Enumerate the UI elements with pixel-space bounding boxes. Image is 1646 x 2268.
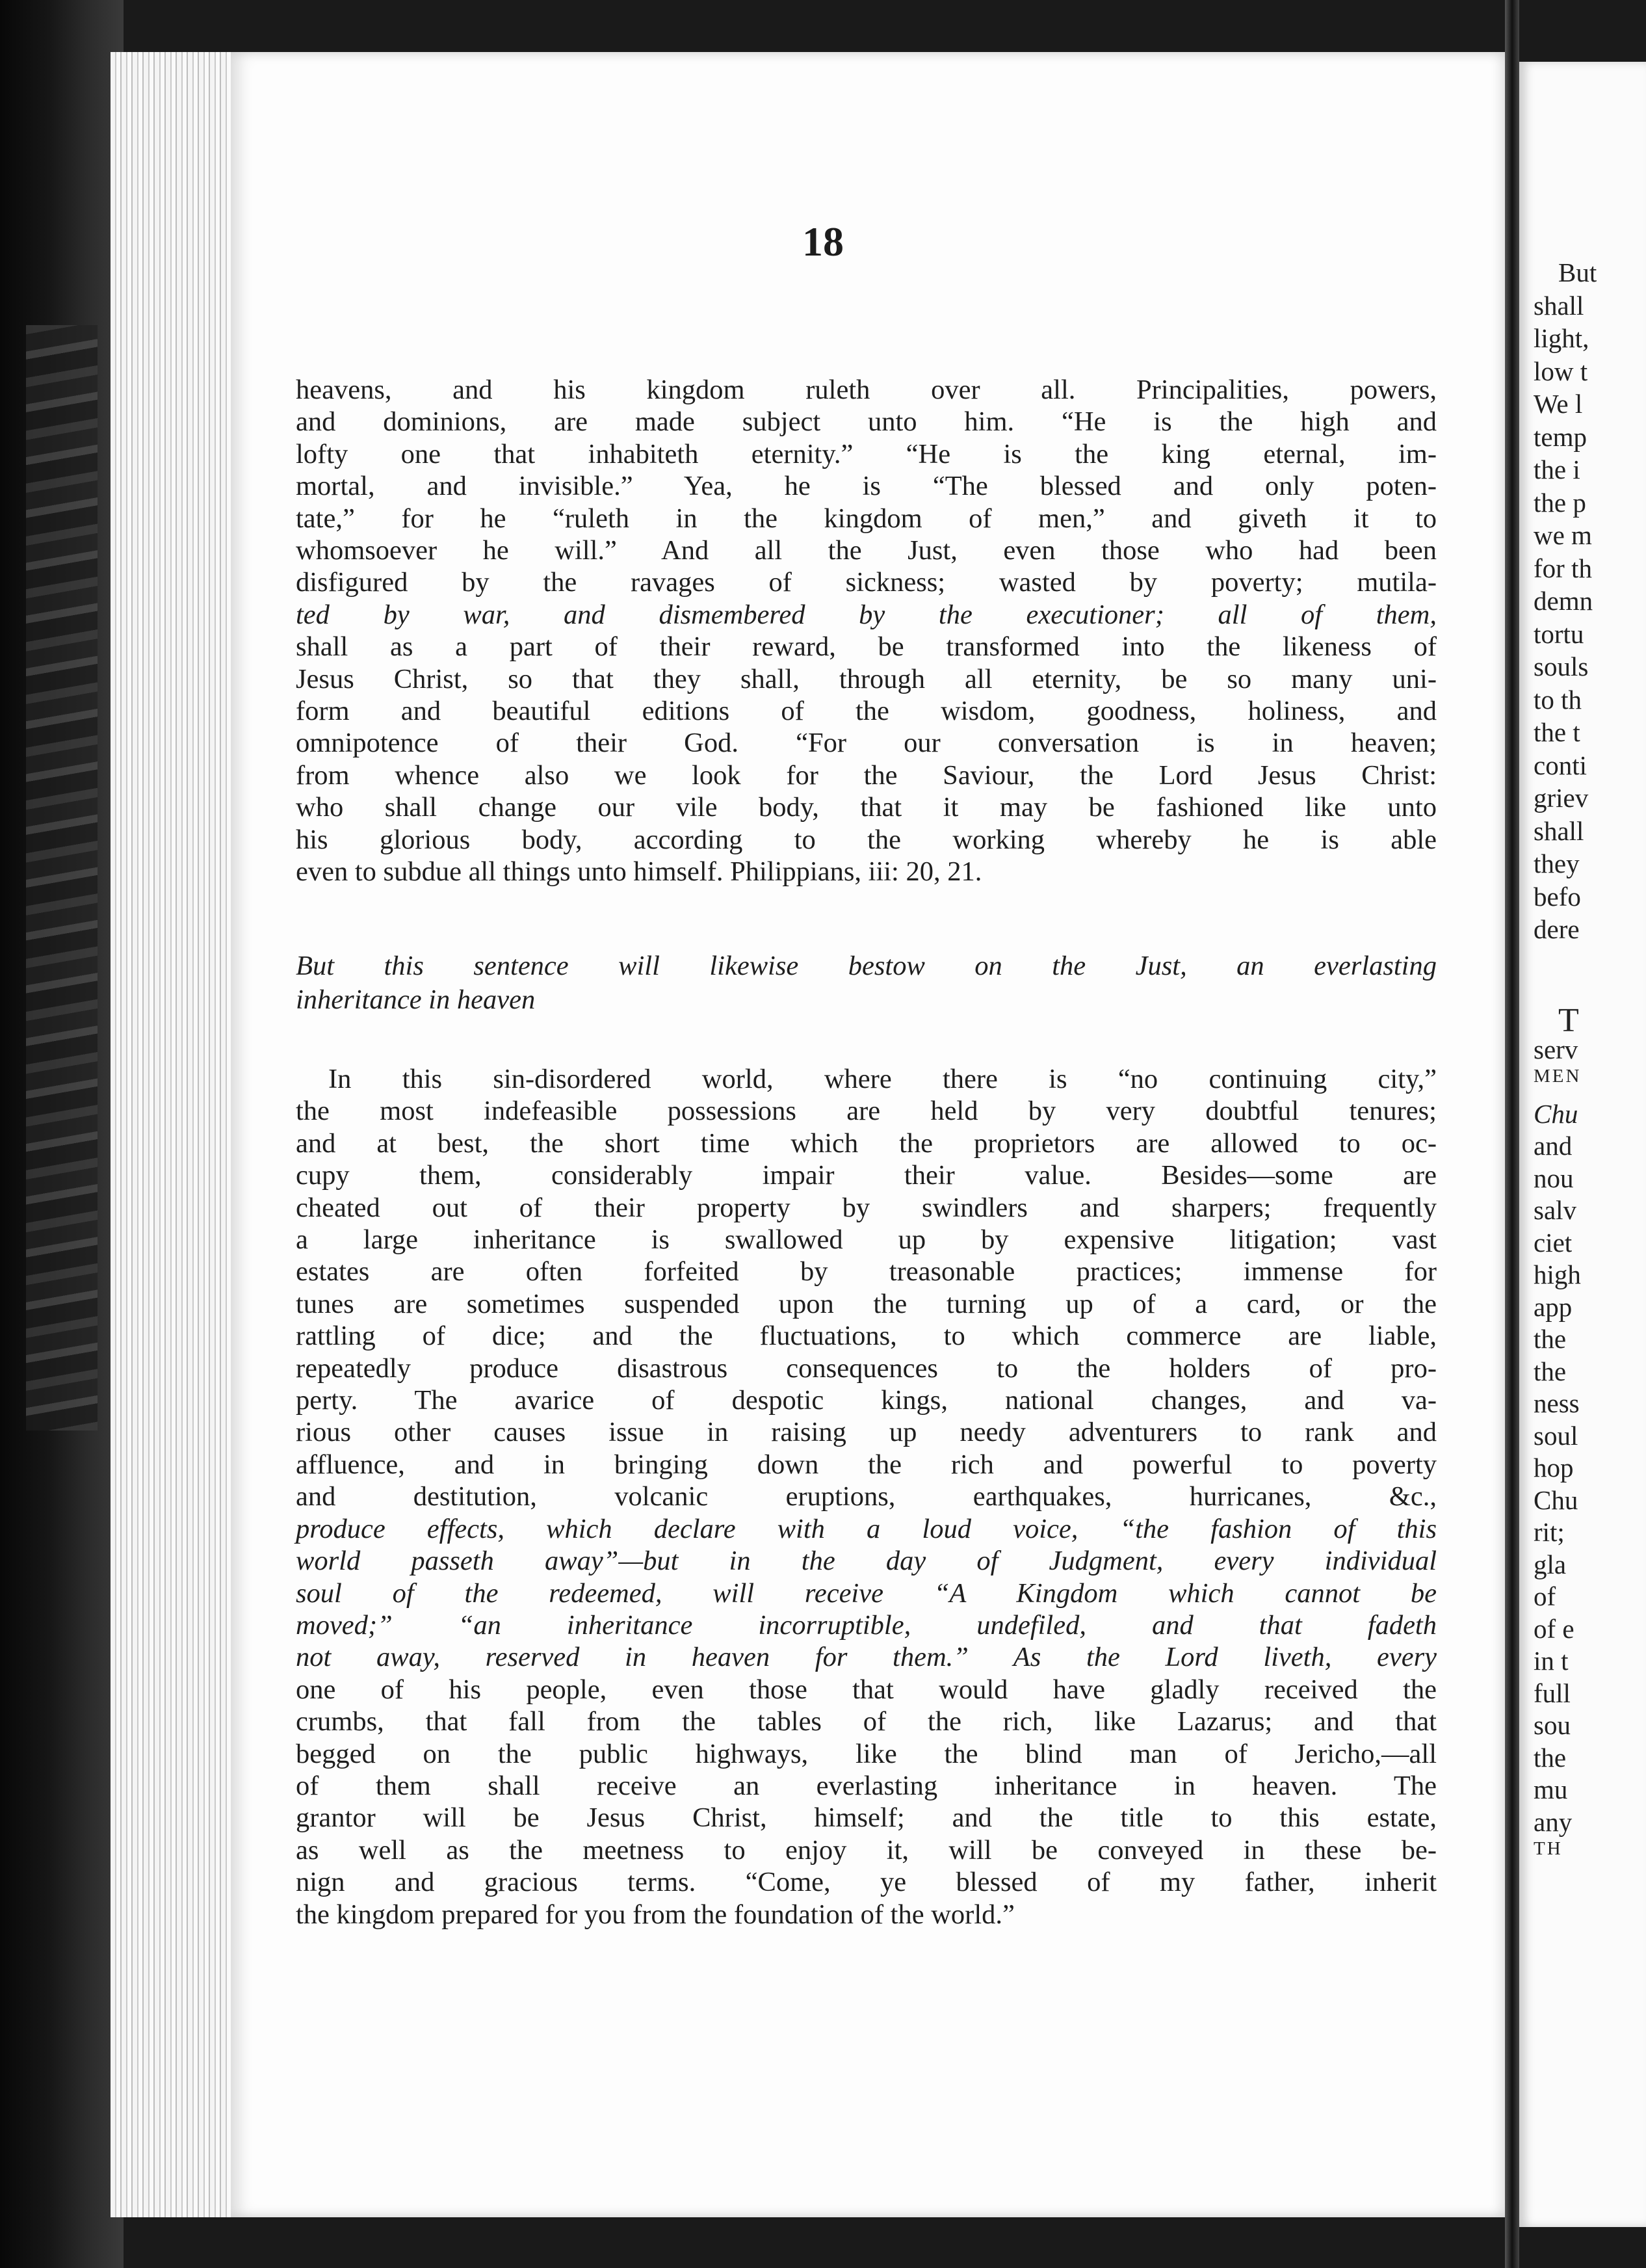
text-line: not away, reserved in heaven for them.” As the Lord liveth, every: [296, 1642, 1437, 1673]
next-page-line: app: [1534, 1291, 1573, 1322]
text-line: form and beautiful editions of the wisdom, goodness, holiness, and: [296, 696, 1437, 727]
text-line: his glorious body, according to the working whereby he is able: [296, 824, 1437, 855]
book-gutter: [1505, 0, 1519, 2268]
text-line: soul of the redeemed, will receive “A Kingdom which cannot be: [296, 1577, 1437, 1609]
next-page-line: demn: [1534, 586, 1593, 616]
text-line: nign and gracious terms. “Come, ye blessed of my father, inherit: [296, 1867, 1437, 1898]
next-page-line: But: [1558, 257, 1597, 287]
next-page-line: the: [1534, 1742, 1567, 1773]
next-page-line: nou: [1534, 1163, 1574, 1193]
next-page-line: the t: [1534, 717, 1580, 747]
text-line: world passeth away”—but in the day of Judgment, every individual: [296, 1546, 1437, 1577]
next-page-line: of e: [1534, 1613, 1574, 1644]
text-line: tate,” for he “ruleth in the kingdom of men,” and giveth it to: [296, 503, 1437, 534]
text-line: rattling of dice; and the fluctuations, to which commerce are liable,: [296, 1321, 1437, 1352]
page-number: 18: [802, 218, 844, 265]
text-line: In this sin-disordered world, where there is “no continuing city,”: [328, 1064, 1437, 1094]
text-line: and destitution, volcanic eruptions, earthquakes, hurricanes, &c.,: [296, 1481, 1437, 1512]
text-line: tunes are sometimes suspended upon the turning up of a card, or the: [296, 1288, 1437, 1319]
paragraph-inheritance: [296, 1063, 1437, 1931]
next-page-line: T: [1558, 1002, 1579, 1039]
next-page-fragment: [1519, 62, 1646, 2227]
text-line: the kingdom prepared for you from the foundation of the world.”: [296, 1899, 1015, 1930]
text-line: ted by war, and dismembered by the executioner; all of them,: [296, 599, 1437, 630]
next-page-line: we m: [1534, 520, 1592, 550]
text-line: even to subdue all things unto himself. Philippians, iii: 20, 21.: [296, 856, 982, 888]
text-line: perty. The avarice of despotic kings, national changes, and va-: [296, 1385, 1437, 1416]
next-page-line: dere: [1534, 914, 1580, 944]
text-line: inheritance in heaven: [296, 984, 536, 1015]
next-page-line: serv: [1534, 1034, 1578, 1064]
next-page-line: high: [1534, 1259, 1581, 1289]
next-page-line: full: [1534, 1678, 1571, 1708]
next-page-line: souls: [1534, 652, 1589, 681]
next-page-line: the i: [1534, 455, 1580, 484]
book-page-edges: [111, 52, 241, 2217]
next-page-line: tortu: [1534, 618, 1584, 649]
text-line: shall as a part of their reward, be transformed into the likeness of: [296, 631, 1437, 663]
text-line: and dominions, are made subject unto him. “He is the high and: [296, 406, 1437, 438]
next-page-line: temp: [1534, 421, 1587, 452]
text-line: cheated out of their property by swindlers and sharpers; frequently: [296, 1192, 1437, 1223]
text-line: of them shall receive an everlasting inheritance in heaven. The: [296, 1770, 1437, 1801]
next-page-line: the: [1534, 1356, 1567, 1386]
next-page-line: low t: [1534, 356, 1588, 386]
next-page-line: MEN: [1534, 1066, 1582, 1087]
scan-marbled-edge: [26, 325, 98, 1431]
next-page-line: the: [1534, 1324, 1567, 1354]
next-page-line: conti: [1534, 750, 1587, 780]
next-page-line: We l: [1534, 389, 1583, 419]
next-page-line: hop: [1534, 1453, 1574, 1483]
next-page-line: griev: [1534, 783, 1589, 813]
text-line: who shall change our vile body, that it may be fashioned like unto: [296, 792, 1437, 823]
text-line: cupy them, considerably impair their value. Besides—some are: [296, 1160, 1437, 1191]
next-page-line: soul: [1534, 1420, 1578, 1451]
text-line: rious other causes issue in raising up needy adventurers to rank and: [296, 1417, 1437, 1448]
text-line: as well as the meetness to enjoy it, will be conveyed in these be-: [296, 1834, 1437, 1866]
next-page-line: to th: [1534, 684, 1582, 715]
text-line: affluence, and in bringing down the rich and powerful to poverty: [296, 1449, 1437, 1480]
next-page-line: TH: [1534, 1838, 1563, 1859]
next-page-line: light,: [1534, 323, 1589, 353]
text-line: crumbs, that fall from the tables of the rich, like Lazarus; and that: [296, 1706, 1437, 1737]
text-line: lofty one that inhabiteth eternity.” “He is the king eternal, im-: [296, 438, 1437, 469]
next-page-line: ciet: [1534, 1227, 1573, 1258]
next-page-line: the p: [1534, 487, 1586, 518]
paragraph-continuation: [296, 374, 1437, 888]
text-line: produce effects, which declare with a loud voice, “the fashion of this: [296, 1513, 1437, 1544]
text-line: But this sentence will likewise bestow on the Just, an everlasting: [296, 951, 1437, 981]
text-line: moved;” “an inheritance incorruptible, undefiled, and that fadeth: [296, 1609, 1437, 1641]
next-page-line: Chu: [1534, 1484, 1578, 1515]
text-line: grantor will be Jesus Christ, himself; and the title to this estate,: [296, 1802, 1437, 1834]
next-page-line: shall: [1534, 290, 1584, 321]
text-line: mortal, and invisible.” Yea, he is “The blessed and only poten-: [296, 471, 1437, 502]
text-line: from whence also we look for the Saviour, the Lord Jesus Christ:: [296, 759, 1437, 791]
section-heading: [296, 949, 1437, 1017]
text-line: Jesus Christ, so that they shall, through all eternity, be so many uni-: [296, 663, 1437, 694]
next-page-line: gla: [1534, 1549, 1567, 1579]
text-line: disfigured by the ravages of sickness; wasted by poverty; mutila-: [296, 567, 1437, 598]
text-line: whomsoever he will.” And all the Just, even those who had been: [296, 535, 1437, 566]
text-line: repeatedly produce disastrous consequences to the holders of pro-: [296, 1352, 1437, 1384]
next-page-line: they: [1534, 849, 1580, 878]
next-page-line: salv: [1534, 1195, 1577, 1225]
next-page-line: any: [1534, 1806, 1573, 1837]
text-line: heavens, and his kingdom ruleth over all. Principalities, powers,: [296, 375, 1437, 405]
next-page-line: of: [1534, 1581, 1556, 1611]
next-page-line: and: [1534, 1131, 1573, 1161]
next-page-line: rit;: [1534, 1517, 1565, 1547]
text-line: a large inheritance is swallowed up by expensive litigation; vast: [296, 1224, 1437, 1256]
text-line: omnipotence of their God. “For our conversation is in heaven;: [296, 728, 1437, 759]
text-line: and at best, the short time which the proprietors are allowed to oc-: [296, 1127, 1437, 1159]
text-line: estates are often forfeited by treasonable practices; immense for: [296, 1256, 1437, 1287]
next-page-line: for th: [1534, 553, 1592, 583]
text-line: the most indefeasible possessions are held by very doubtful tenures;: [296, 1096, 1437, 1127]
next-page-line: Chu: [1534, 1098, 1578, 1129]
next-page-line: befo: [1534, 881, 1581, 912]
next-page-line: shall: [1534, 815, 1584, 846]
next-page-line: ness: [1534, 1388, 1580, 1418]
next-page-line: mu: [1534, 1774, 1568, 1804]
text-line: begged on the public highways, like the blind man of Jericho,—all: [296, 1738, 1437, 1769]
text-line: one of his people, even those that would have gladly received the: [296, 1674, 1437, 1705]
next-page-line: sou: [1534, 1710, 1571, 1740]
next-page-line: in t: [1534, 1646, 1569, 1676]
